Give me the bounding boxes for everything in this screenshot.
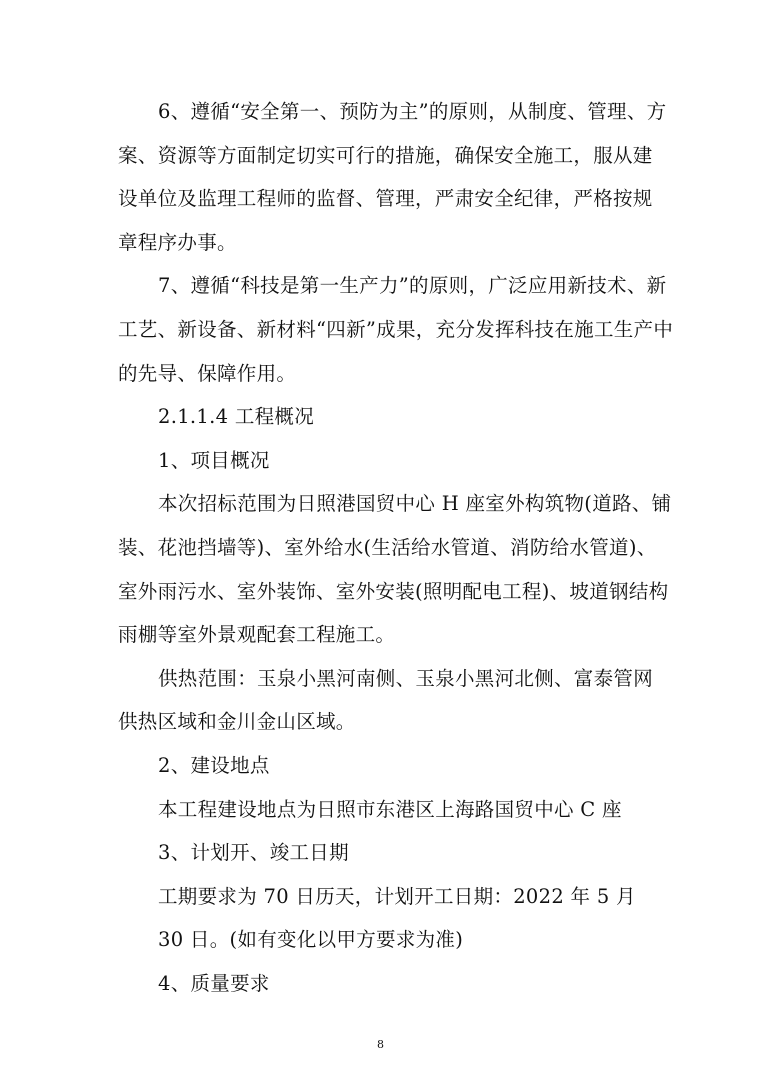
- text-line: 7、遵循“科技是第一生产力”的原则，广泛应用新技术、新: [158, 274, 667, 298]
- text-line: 雨棚等室外景观配套工程施工。: [118, 623, 396, 647]
- text-line: 工艺、新设备、新材料“四新”成果，充分发挥科技在施工生产中: [118, 317, 674, 341]
- text-line: 装、花池挡墙等)、室外给水(生活给水管道、消防给水管道)、: [118, 535, 657, 559]
- text-line: 4、质量要求: [158, 971, 270, 995]
- text-line: 3、计划开、竣工日期: [158, 841, 349, 865]
- text-line: 章程序办事。: [118, 230, 237, 254]
- text-line: 2.1.1.4 工程概况: [158, 405, 315, 429]
- text-line: 6、遵循“安全第一、预防为主”的原则，从制度、管理、方: [158, 100, 667, 123]
- text-line: 30 日。(如有变化以甲方要求为准): [158, 928, 464, 952]
- text-line: 本次招标范围为日照港国贸中心 H 座室外构筑物(道路、铺: [158, 492, 672, 516]
- text-line: 案、资源等方面制定切实可行的措施，确保安全施工，服从建: [118, 143, 653, 167]
- text-line: 供热区域和金川金山区域。: [118, 710, 356, 734]
- text-line: 本工程建设地点为日照市东港区上海路国贸中心 C 座: [158, 797, 622, 821]
- text-line: 供热范围：玉泉小黑河南侧、玉泉小黑河北侧、富泰管网: [158, 666, 654, 690]
- text-line: 室外雨污水、室外装饰、室外安装(照明配电工程)、坡道钢结构: [118, 579, 669, 603]
- page-number: 8: [377, 1038, 384, 1051]
- text-line: 工期要求为 70 日历天，计划开工日期：2022 年 5 月: [158, 884, 636, 908]
- document-body: [118, 90, 674, 1005]
- text-line: 设单位及监理工程师的监督、管理，严肃安全纪律，严格按规: [118, 187, 653, 211]
- text-line: 的先导、保障作用。: [118, 361, 297, 385]
- text-line: 1、项目概况: [158, 448, 270, 472]
- text-line: 2、建设地点: [158, 753, 270, 777]
